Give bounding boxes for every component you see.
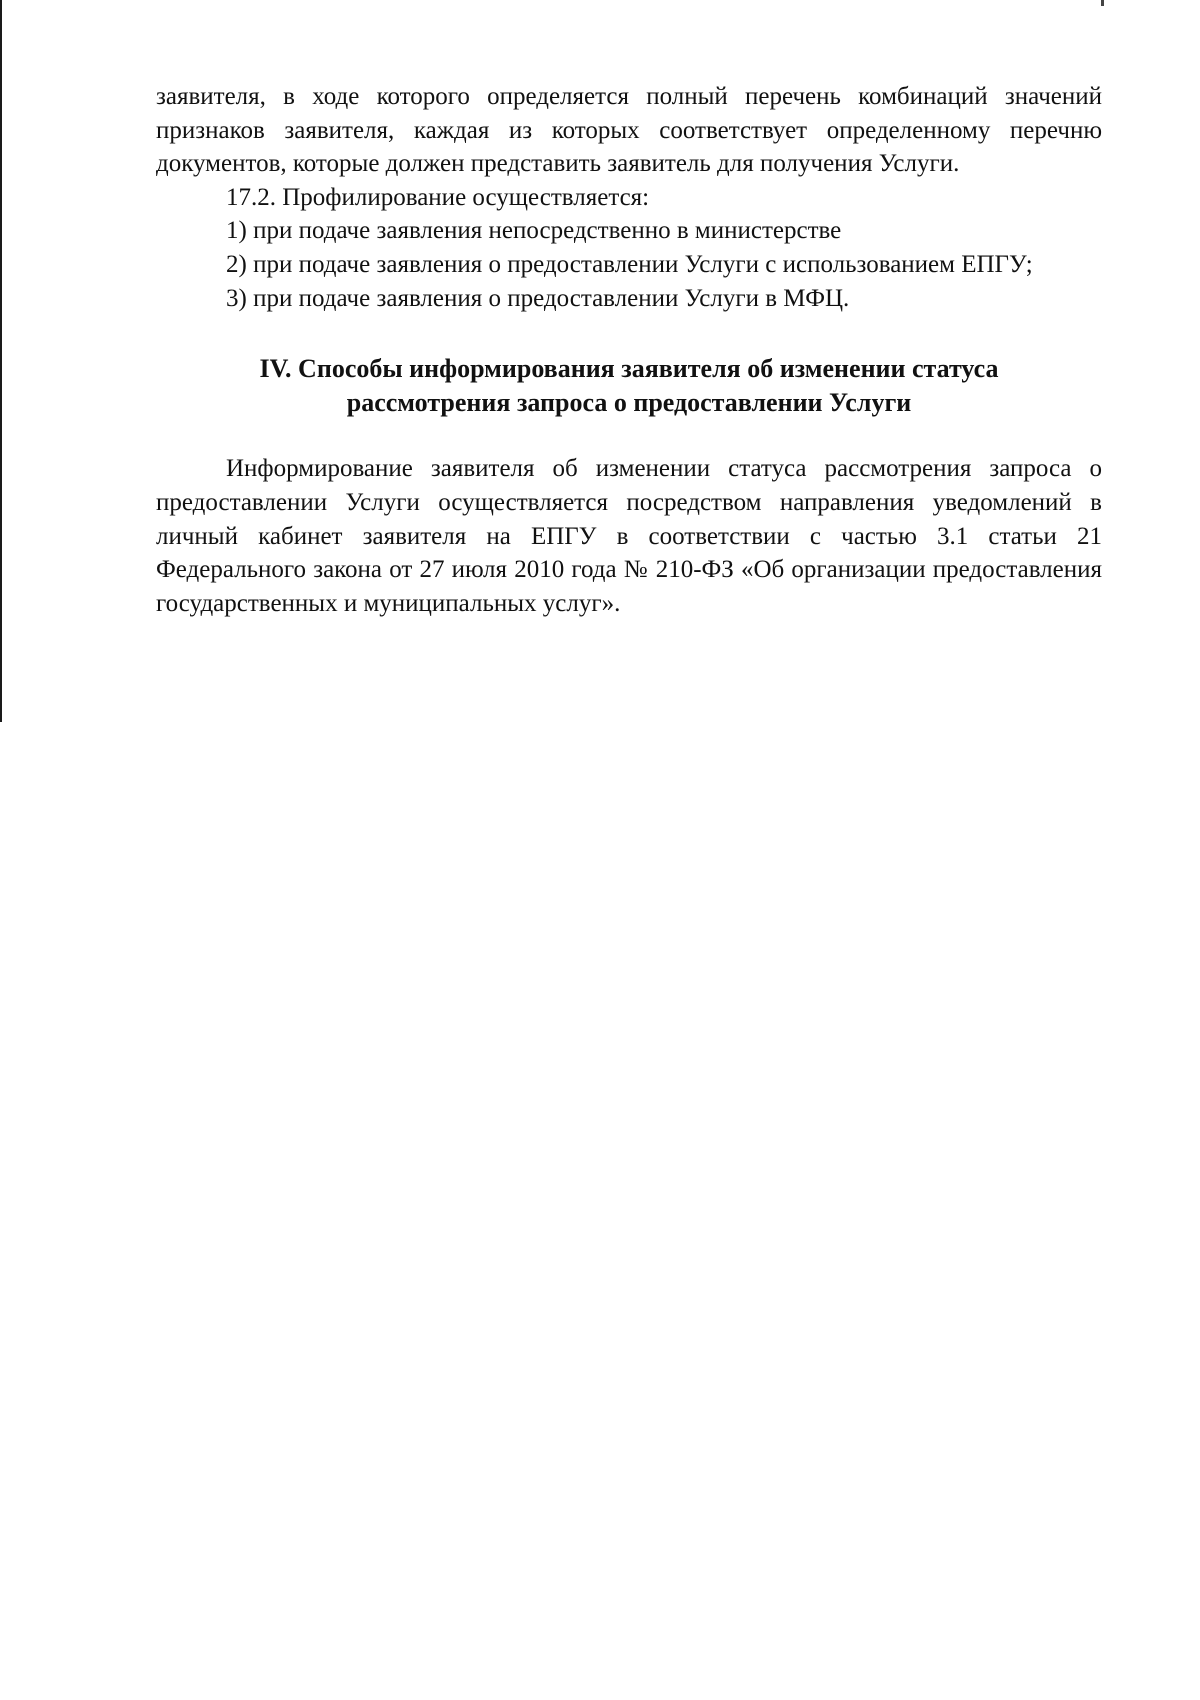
continuation-paragraph: заявителя, в ходе которого определяется полный перечень комбинаций значений признаков заявителя, каждая из которых соответствует определенному перечню документов, которые должен представить заявитель для получения Услуги. (156, 83, 1102, 178)
section-heading-line-2: рассмотрения запроса о предоставлении Услуги (346, 387, 912, 417)
section-heading-line-1: IV. Способы информирования заявителя об изменении статуса (259, 354, 999, 384)
list-item-1: 1) при подаче заявления непосредственно в министерстве (226, 217, 842, 245)
clause-17-2: 17.2. Профилирование осуществляется: (226, 183, 650, 211)
list-item-3: 3) при подаче заявления о предоставлении Услуги в МФЦ. (226, 284, 850, 312)
info-paragraph: Информирование заявителя об изменении статуса рассмотрения запроса о предоставлении Услуги осуществляется посредством направления уведомлений в личный кабинет заявителя на ЕПГУ в соответствии с частью 3.1 статьи 21 Федерального закона от 27 июля 2010 года № 210-ФЗ «Об организации предоставления государственных и муниципальных услуг». (156, 455, 1102, 617)
section-heading (156, 352, 1102, 419)
scan-mark-top-right (1101, 0, 1104, 6)
document-page (156, 80, 1102, 620)
scan-border-left (0, 0, 2, 722)
list-item-2: 2) при подаче заявления о предоставлении Услуги с использованием ЕПГУ; (226, 250, 1033, 278)
